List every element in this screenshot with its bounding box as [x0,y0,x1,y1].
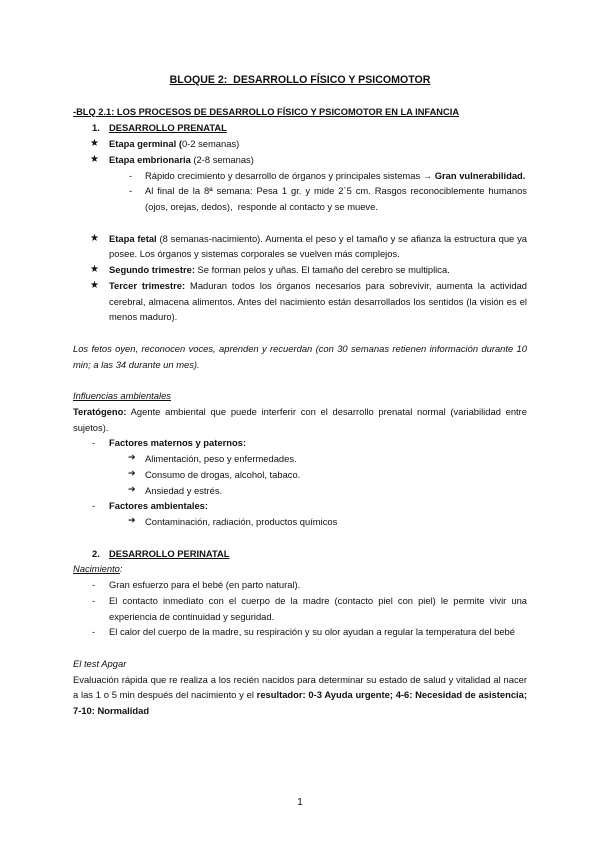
definition-text: Agente ambiental que puede interferir con el desarrollo prenatal normal (variabilidad entre sujetos). [73,405,527,433]
heading-text: DESARROLLO PERINATAL [109,547,230,559]
page-title-text: BLOQUE 2: DESARROLLO FÍSICO Y PSICOMOTOR [169,74,431,86]
sub-item-bold: Gran vulnerabilidad. [434,169,526,181]
sub-item [73,168,527,184]
sub-item [73,514,527,530]
apgar-paragraph [73,672,533,719]
sub-item-text: Alimentación, peso y enfermedades. [145,453,297,464]
definition-term: Teratógeno: [73,405,127,417]
list-item [73,593,527,625]
sub-item [73,467,527,483]
subheading-suffix: : [119,563,123,575]
heading-perinatal [73,546,527,562]
star-bullet-icon: ★ [90,232,99,244]
list-item-segundo-trimestre [73,262,527,278]
arrow-bullet-icon: ➔ [128,516,136,526]
item-label: Segundo trimestre: [109,264,195,275]
list-item-tercer-trimestre [73,278,527,325]
star-bullet-icon: ★ [90,138,99,149]
dash-bullet-icon: - [92,500,96,512]
star-bullet-icon: ★ [90,264,99,275]
subheading-influencias [73,388,527,404]
sub-item-text: Contaminación, radiación, productos químicos [145,516,338,527]
item-label: Etapa fetal [109,232,157,244]
item-text: El calor del cuerpo de la madre, su respiración y su olor ayudan a regular la temperatura del bebé [109,626,515,638]
arrow-bullet-icon: ➔ [128,484,136,495]
dash-bullet-icon: - [129,169,133,181]
heading-number: 2. [92,547,100,559]
list-item [73,577,527,593]
apgar-results: resultador: 0-3 Ayuda urgente; 4-6: Necesidad de asistencia; 7-10: Normalidad [73,689,527,716]
item-label: Etapa germinal ( [109,138,182,149]
item-text: 0-2 semanas) [181,138,240,149]
note-paragraph: Los fetos oyen, reconocen voces, aprenden y recuerdan (con 30 semanas retienen información durante 10 min; a las 34 durante un mes). [73,342,527,370]
sub-item [73,183,530,215]
item-text: (8 semanas-nacimiento). Aumenta el peso y el tamaño y se afianza la estructura que ya posee. Los órganos y sistemas corporales se vuelven más complejos. [109,232,527,260]
subheading-text: Nacimiento [73,563,120,575]
star-bullet-icon: ★ [90,279,99,291]
item-text: (2-8 semanas) [190,153,254,165]
document-body [73,73,533,719]
apgar-text: Evaluación rápida que re realiza a los recién nacidos para determinar su estado de salud y vitalidad al nacer a las 1 o 5 min después del nacimiento y el [73,673,533,701]
arrow-bullet-icon: ➔ [128,453,136,463]
list-item-germinal [73,136,527,152]
sub-item-text: Al final de la 8ª semana: Pesa 1 gr. y mide 2´5 cm. Rasgos reconociblemente humanos (ojos, orejas, dedos), responde al contacto y se mueve. [145,185,530,212]
list-item [73,624,527,640]
list-item-factores-ambientales [73,498,527,514]
sub-item-text: Ansiedad y estrés. [145,484,223,496]
heading-prenatal [73,120,527,136]
subheading-text: Influencias ambientales [73,390,171,401]
arrow-bullet-icon: ➔ [128,468,136,479]
dash-bullet-icon: - [92,579,96,590]
section-heading-text: -BLQ 2.1: LOS PROCESOS DE DESARROLLO FÍSICO Y PSICOMOTOR EN LA INFANCIA [73,106,460,117]
heading-text: DESARROLLO PRENATAL [109,122,227,134]
item-text: Gran esfuerzo para el bebé (en parto natural). [109,579,301,590]
item-label: Factores maternos y paternos: [109,437,247,449]
heading-number: 1. [92,122,100,134]
dash-bullet-icon: - [92,626,96,638]
star-bullet-icon: ★ [90,153,99,165]
page-title [73,73,527,89]
item-label: Tercer trimestre: [109,279,186,291]
list-item-factores-maternos [73,435,527,451]
item-label: Etapa embrionaria [109,153,191,165]
subheading-apgar: El test Apgar [73,657,127,669]
item-text: Maduran todos los órganos necesarios para sobrevivir, aumenta la actividad cerebral, almacena alimentos. Antes del nacimiento están desarrollados los sentidos (la visión es el menos maduro). [109,279,527,323]
definition-paragraph [73,404,527,436]
sub-item [73,451,527,467]
page-number: 1 [297,797,303,808]
sub-item-text: Rápido crecimiento y desarrollo de órganos y principales sistemas → [145,169,435,181]
item-label: Factores ambientales: [109,500,208,512]
dash-bullet-icon: - [92,437,96,449]
sub-item-text: Consumo de drogas, alcohol, tabaco. [145,468,301,480]
sub-item [73,483,527,499]
list-item-embrionaria [73,152,527,168]
item-text: El contacto inmediato con el cuerpo de la madre (contacto piel con piel) le permite vivir una experiencia de continuidad y seguridad. [109,594,527,622]
subheading-nacimiento [73,561,527,577]
dash-bullet-icon: - [92,594,96,606]
item-text: Se forman pelos y uñas. El tamaño del cerebro se multiplica. [194,264,450,275]
list-item-fetal [73,231,527,263]
section-heading [73,105,527,121]
dash-bullet-icon: - [129,185,133,197]
